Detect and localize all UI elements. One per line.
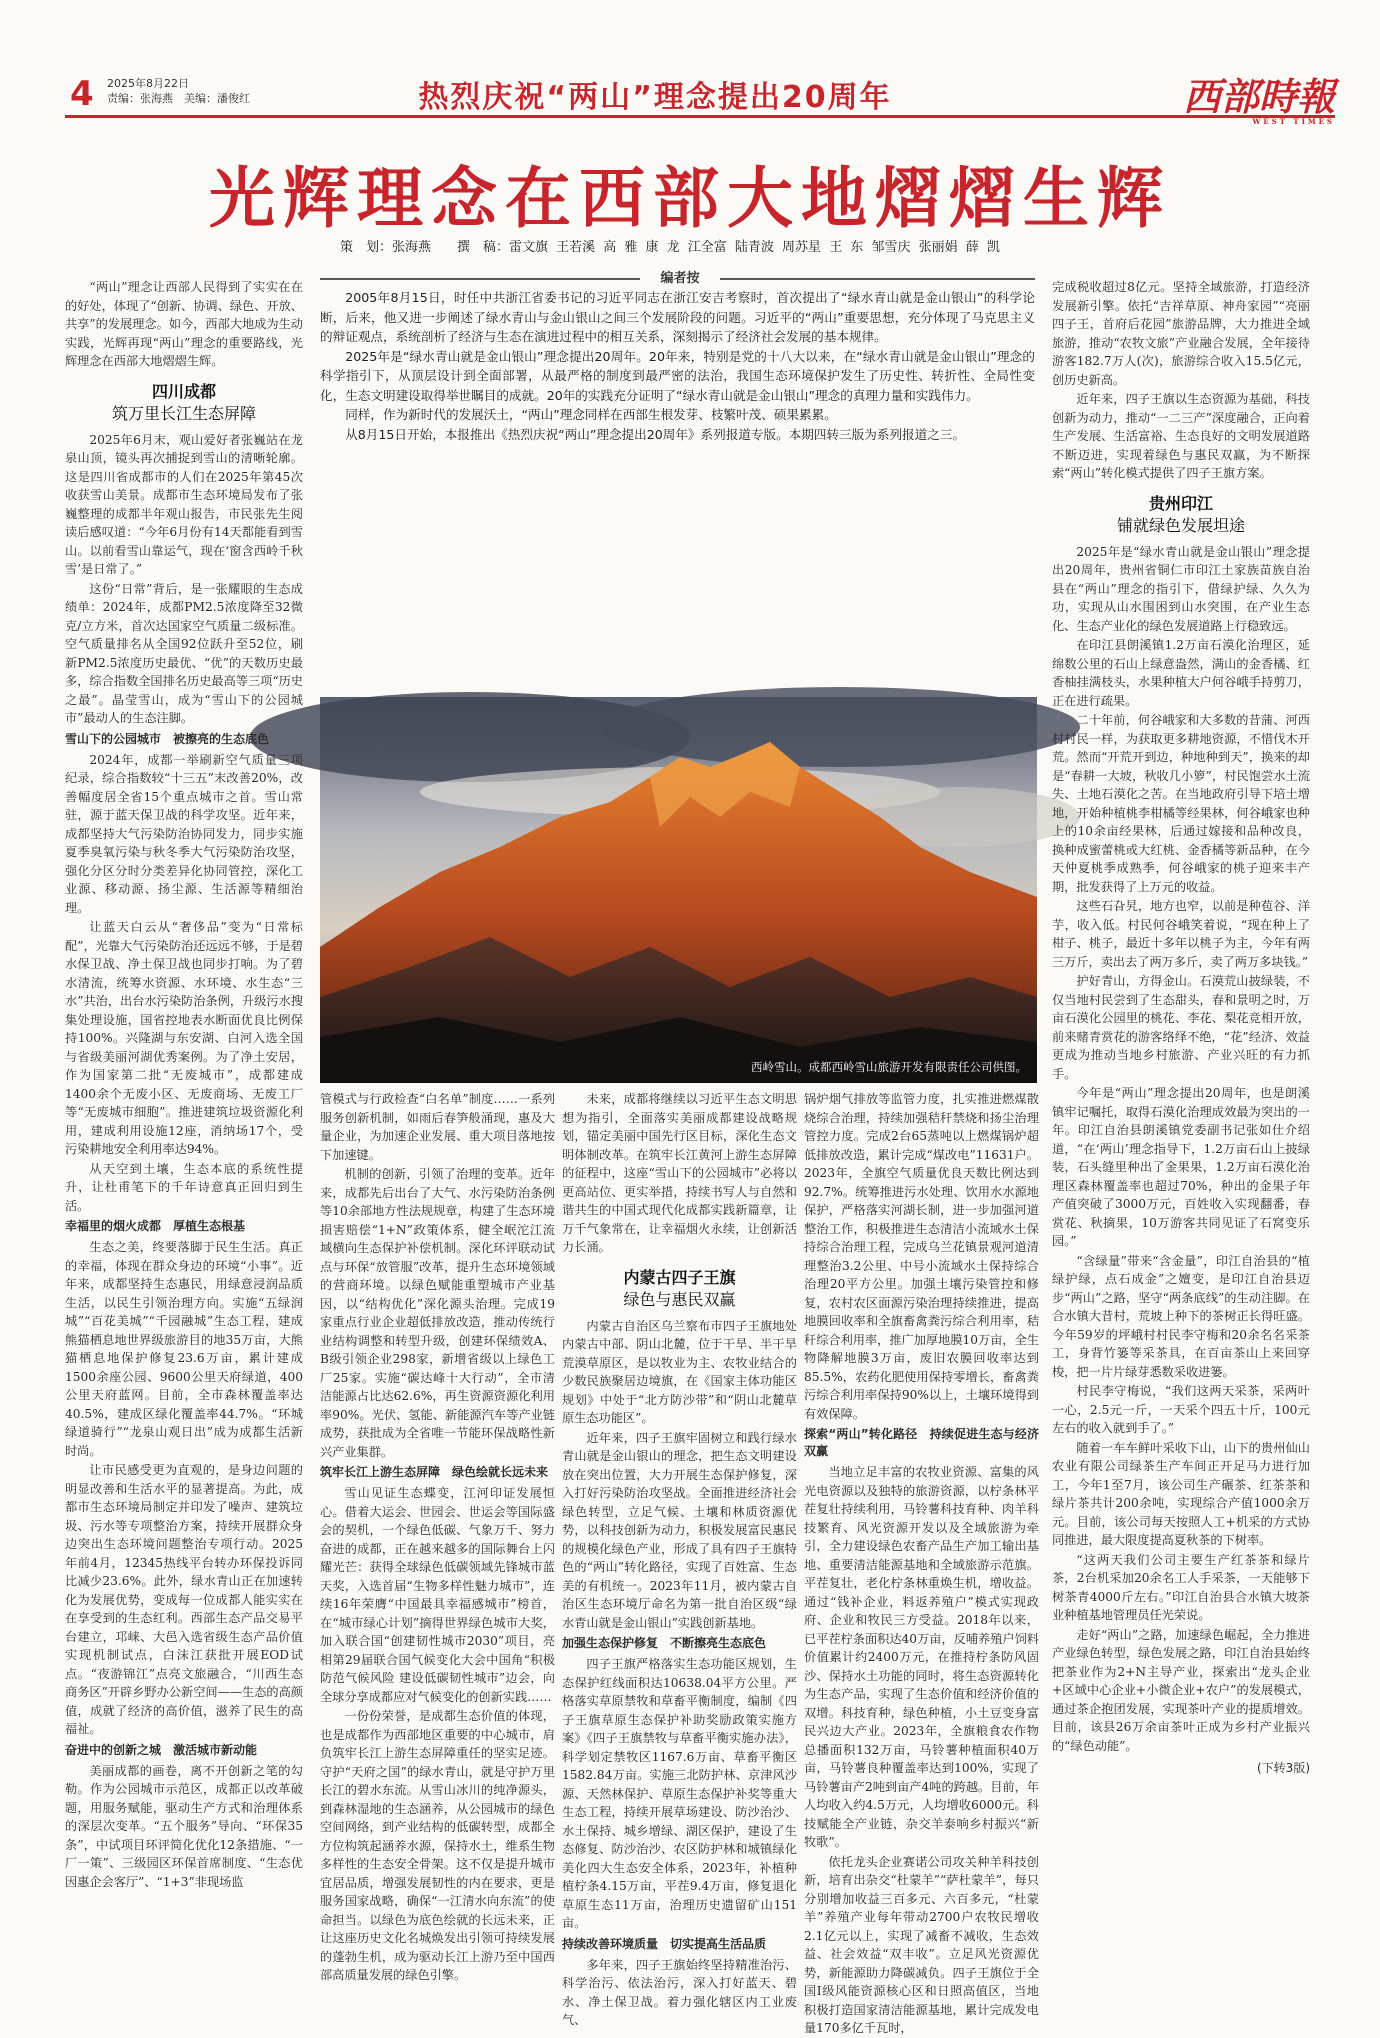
- paragraph: 走好“两山”之路，加速绿色崛起，全力推进产业绿色转型，绿色发展之路，印江自治县始终把茶业作为2+N主导产业，探索出“龙头企业+区域中心企业+小微企业+农户”的发展模式，通过茶企抱团发展，实现茶叶产业的提质增效。目前，该县26万余亩茶叶正成为乡村产业振兴的“绿色动能”。: [1052, 1627, 1310, 1753]
- paragraph: 当地立足丰富的农牧业资源、富集的风光电资源以及独特的旅游资源，以柠条林平茬复壮持续利用，马铃薯科技育种、肉羊科技繁育、风光资源开发以及全域旅游为牵引，全力建设绿色农畜产品生产加工输出基地、重要清洁能源基地和全域旅游示范旗。平茬复壮，老化柠条林重焕生机，增收益。通过“钱补企业，料返养殖户”模式实现政府、企业和牧民三方受益。2018年以来，已平茬柠条面积达40万亩，反哺养殖户饲料价值累计约2400万元，在推持柠条防风固沙、保持水土功能的同时，将生态资源转化为生态产品，实现了生态价值和经济价值的双增。科技育种，绿色种植，小土豆变身富民兴边大产业。2023年，全旗粮食农作物总播面积132万亩，马铃薯种植面积40万亩，马铃薯良种覆盖率达到100%，实现了马铃薯亩产2吨到亩产4吨的跨越。目前，年人均收入约4.5万元，人均增收6000元。科技赋能全产业链，杂交羊泰响乡村振兴“新牧歌”。: [804, 1465, 1039, 1849]
- issue-date: 2025年8月22日: [107, 77, 189, 90]
- editor-note-paragraph: 2005年8月15日，时任中共浙江省委书记的习近平同志在浙江安吉考察时，首次提出了“绿水青山就是金山银山”的科学论断，后来，他又进一步阐述了绿水青山与金山银山之间三个发展阶段的问题。习近平的“两山”重要思想，充分体现了马克思主义的辩证观点，系统剖析了经济与生态在演进过程中的相互关系，深刻揭示了经济社会发展的基本规律。: [320, 290, 1035, 344]
- section-subtitle: 铺就绿色发展坦途: [1116, 515, 1245, 535]
- section-title-siziwang: 内蒙古四子王旗 绿色与惠民双赢: [562, 1267, 797, 1311]
- paragraph: 2025年是“绿水青山就是金山银山”理念提出20周年，贵州省铜仁市印江土家族苗族自治县在“两山”理念的指引下，借绿护绿、久久为功，实现从山水围困到山水突围，在产业生态化、生态产业化的绿色发展道路上行稳致远。: [1052, 544, 1310, 633]
- paragraph: 依托龙头企业赛诺公司攻关种羊科技创新，培育出杂交“杜蒙羊”“萨杜蒙羊”，每只分别增加收益三百多元、六百多元，“杜蒙羊”养殖产业每年带动2700户农牧民增收2.1亿元以上，实现了减畜不减收，生态效益、社会效益“双丰收”。立足风光资源优势，新能源助力降碳减负。四子王旗位于全国Ⅰ级风能资源核心区和日照高值区，当地积极打造国家清洁能源基地，累计完成发电量170多亿千瓦时，: [804, 1854, 1039, 2035]
- paragraph: 管模式与行政检查“白名单”制度……一系列服务创新机制，如雨后春笋般涌现，惠及大量企业，为加速企业发展、重大项目落地按下加速键。: [320, 1092, 555, 1162]
- page-header: [65, 68, 1335, 126]
- newspaper-logo: 西部時報 WEST TIMES: [1165, 66, 1335, 126]
- continued-notice: (下转3版): [1257, 1761, 1310, 1775]
- paragraph: 这份“日常”背后，是一张耀眼的生态成绩单：2024年，成都PM2.5浓度降至32微克/立方米，首次达国家空气质量二级标准。空气质量排名从全国92位跃升至52位，刷新PM2.5浓度历史最优、“优”的天数历史最多，综合指数全国排名历史最高等三项“历史之最”。晶莹雪山，成为“雪山下的公园城市”最动人的生态注脚。: [65, 581, 303, 725]
- editor-credits: 责编：张海燕 美编：潘俊红: [107, 92, 250, 105]
- article-credits: 策 划：张海燕 撰 稿：雷文旗 王若溪 高 雅 康 龙 江全富 陆青波 周苏星 王 东 邹雪庆 张丽娟 薛 凯: [340, 240, 1000, 255]
- subheading: 幸福里的烟火成都 厚植生态根基: [65, 1219, 246, 1233]
- paragraph: 美丽成都的画卷，离不开创新之笔的勾勒。作为公园城市示范区，成都正以改革破题，用服务赋能，驱动生产方式和治理体系的深层次变革。“五个服务”导向、“环保35条”，中试项目环评简化优化12条措施、“一厂一策”、三级园区环保首席制度、“生态优因惠企会客厅”、“1+3”非现场监: [65, 1763, 303, 1889]
- subheading: 持续改善环境质量 切实提高生活品质: [562, 1936, 767, 1951]
- section-title-chengdu: 四川成都 筑万里长江生态屏障: [65, 381, 303, 425]
- paragraph: “含绿量”带来“含金量”，印江自治县的“植绿护绿，点石成金”之嬗变，是印江自治县迈步“两山”之路，坚守“两条底线”的生动注脚。在合水镇大昔村，荒坡上种下的茶树正长得旺盛。今年59岁的坪峨村村民李守梅和20余名名采茶工，身背竹篓等采茶具，在百亩茶山上来回穿梭，把一片片绿芽悉数采收进篓。: [1052, 1253, 1310, 1379]
- paragraph: 2024年，成都一举刷新空气质量三项纪录，综合指数较“十三五”末改善20%，改善幅度居全省15个重点城市之首。雪山常驻，源于蓝天保卫战的科学攻坚。近年来，成都坚持大气污染防治协同发力，同步实施夏季臭氧污染与秋冬季大气污染防治攻坚，强化分区分时分类差异化协同管控，深化工业源、移动源、扬尘源、生活源等精细治理。: [65, 752, 303, 915]
- editor-note: [320, 271, 1035, 680]
- paragraph: 生态之美，终要落脚于民生生活。真正的幸福，体现在群众身边的环境“小事”。近年来，成都坚持生态惠民，用绿意浸润品质生活，以民生引领治理方向。实施“五绿润城”“百花美城”“千园融城”生态工程，建成熊猫栖息地世界级旅游目的地35万亩，大熊猫栖息地保护修复23.6万亩，累计建成1500余座公园、9600公里天府绿道，400公里天府蓝网。目前，全市森林覆盖率达40.5%，建成区绿化覆盖率44.7%。“环城绿道骑行”“龙泉山观日出”成为成都生活新时尚。: [65, 1240, 303, 1458]
- newspaper-logo-en: WEST TIMES: [1252, 117, 1335, 126]
- subheading: 雪山下的公园城市 被擦亮的生态底色: [65, 731, 270, 746]
- paragraph: 未来，成都将继续以习近平生态文明思想为指引，全面落实美丽成都建设战略规划，锚定美丽中国先行区目标，深化生态文明体制改革。在筑牢长江黄河上游生态屏障的征程中，这座“雪山下的公园城市”必将以更高站位、更实举措，持续书写人与自然和谐共生的中国式现代化成都实践新篇章，让万千气象常在，让幸福烟火永续，让创新活力长涌。: [562, 1092, 797, 1254]
- section-subtitle: 筑万里长江生态屏障: [111, 403, 256, 423]
- column-2: [320, 1090, 555, 1982]
- subheading: 探索“两山”转化路径 持续促进生态与经济双赢: [804, 1427, 1039, 1458]
- paragraph: 村民李守梅说，“我们这两天采茶，采两叶一心，2.5元一斤，一天采个四五十斤，100元左右的收入就到手了。”: [1052, 1384, 1310, 1435]
- paragraph: 在印江县朗溪镇1.2万亩石漠化治理区，延绵数公里的石山上绿意盎然，满山的金香橘、红香柚挂满枝头，水果种植大户何谷峨手持剪刀，正在进行疏果。: [1052, 638, 1310, 708]
- section-subtitle: 绿色与惠民双赢: [623, 1289, 736, 1309]
- paragraph: 从天空到土壤，生态本底的系统性提升，让杜甫笔下的千年诗意真正回归到生活。: [65, 1161, 303, 1213]
- header-banner: 热烈庆祝“两山”理念提出20周年: [418, 80, 892, 115]
- photo-caption: 西岭雪山。成都西岭雪山旅游开发有限责任公司供图。: [751, 1060, 1027, 1074]
- page-title: 光辉理念在西部大地熠熠生辉: [209, 160, 1171, 237]
- subheading: 筑牢长江上游生态屏障 绿色绘就长远未来: [320, 1465, 549, 1479]
- column-5: [1052, 278, 1310, 1868]
- intro-paragraph: “两山”理念让西部人民得到了实实在在的好处，体现了“创新、协调、绿色、开放、共享”的发展理念。如今，西部大地成为生动实践，光辉再现“两山”理念的重要路线，光辉理念在西部大地熠熠生辉。: [65, 280, 303, 368]
- paragraph: 近年来，四子王旗牢固树立和践行绿水青山就是金山银山的理念，把生态文明建设放在突出位置，大力开展生态保护修复，深入打好污染防治攻坚战。全面推进经济社会绿色转型，立足气候、土壤和林质资源优势，以科技创新为动力，积极发展富民惠民的规模化绿色产业，形成了具有四子王旗特色的“两山”转化路径，实现了百姓富、生态美的有机统一。2023年11月，被内蒙古自治区生态环境厅命名为第一批自治区级“绿水青山就是金山银山”实践创新基地。: [562, 1430, 797, 1630]
- editor-note-paragraph: 2025年是“绿水青山就是金山银山”理念提出20周年。20年来，特别是党的十八大以来，在“绿水青山就是金山银山”理念的科学指引下，从顶层设计到全面部署，从最严格的制度到最严密的法治，我国生态环境保护发生了历史性、转折性、全局性变化，生态文明建设取得举世瞩目的成就。20年的实践充分证明了“绿水青山就是金山银山”理念的真理力量和实践伟力。: [320, 348, 1035, 403]
- paragraph: 今年是“两山”理念提出20周年，也是朗溪镇牢记嘱托，取得石漠化治理成效最为突出的一年。印江自治县朗溪镇党委副书记张如仕介绍道，“在‘两山’理念指导下，1.2万亩石山上披绿装，石头缝里种出了金果果，1.2万亩石漠化治理区森林覆盖率也超过70%，种出的金果子年产值突破了3000万元，百姓收入实现翻番，春赏花、秋摘果，10万游客共同见证了石窝变乐园。”: [1052, 1086, 1310, 1248]
- paragraph: 2025年6月末，观山爱好者张巍站在龙泉山顶，镜头再次捕捉到雪山的清晰轮廓。这是四川省成都市的人们在2025年第45次收获雪山美景。成都市生态环境局发布了张巍整理的成都半年观山报告，市民张先生阅读后感叹道：“今年6月份有14天都能看到雪山。以前看雪山靠运气，现在‘窗含西岭千秋雪’是日常了。”: [65, 432, 303, 576]
- subheading: 奋进中的创新之城 激活城市新动能: [65, 1742, 258, 1757]
- editor-note-paragraph: 同样，作为新时代的发展沃土，“两山”理念同样在西部生根发芽、枝繁叶茂、硕果累累。: [345, 407, 837, 422]
- paragraph: 让蓝天白云从“奢侈品”变为“日常标配”，光靠大气污染防治还远远不够，于是碧水保卫战、净土保卫战也同步打响。为了碧水清流，统筹水资源、水环境、水生态“三水”共治，出台水污染防治条例，升级污水搜集处理设施，国省控地表水断面优良比例保持100%。兴隆湖与东安湖、白河入选全国与省级美丽河湖优秀案例。为了净土安居，作为国家第二批“无废城市”，成都建成1400余个无废小区、无废商场、无废工厂等“无废城市细胞”。推进建筑垃圾资源化利用，建成利用设施12座，消纳场17个，受污染耕地安全利用率达94%。: [65, 920, 303, 1156]
- paragraph: “这两天我们公司主要生产红茶茶和绿片茶，2台机采加20余名工人手采茶，一天能够下树茶青4000斤左右。”印江自治县合水镇大坡茶业种植基地管理员任光荣说。: [1052, 1552, 1310, 1622]
- editor-note-tag: 编者按: [640, 267, 720, 286]
- paragraph: 这些石旮旯，地方也窄，以前是种苞谷、洋芋，收入低。村民何谷峨笑着说，“现在种上了柑子、桃子，最近十多年以桃子为主，今年有两三万斤，卖出去了两万多斤，卖了两万多块钱。”: [1052, 899, 1310, 969]
- page-number: 4: [70, 74, 94, 114]
- paragraph: 二十年前，何谷峨家和大多数的昔蒲、河西村村民一样，为获取更多耕地资源，不惜伐木开荒。然而“开荒开到边，种地种到天”，换来的却是“春耕一大坡，秋收几小箩”，村民饱尝水土流失、土地石漠化之苦。在当地政府引导下培土增地，开始种植桃李柑橘等经果林，何谷峨家也种上的10余亩经果林，后通过嫁接和品种改良，换种成蜜蕾桃或大红桃、金香橘等新品种，在今天仲夏桃季成熟季，何谷峨家的桃子迎来丰产期，批发获得了上万元的收益。: [1052, 713, 1310, 894]
- paragraph: 多年来，四子王旗始终坚持精准治污、科学治污、依法治污，深入打好蓝天、碧水、净土保卫战。着力强化辖区内工业废气、: [562, 1957, 797, 2027]
- paragraph: 护好青山，方得金山。石漠荒山披绿装，不仅当地村民尝到了生态甜头，春和景明之时，万亩石漠化公园里的桃花、李花、梨花竞相开放，前来赌青赏花的游客络绎不绝，“花”经济、效益更成为推动当地乡村旅游、产业兴旺的有力抓手。: [1052, 974, 1310, 1081]
- paragraph: 一份份荣誉，是成都生态价值的体现，也是成都作为西部地区重要的中心城市，肩负筑牢长江上游生态屏障重任的坚实足迹。守护“天府之国”的绿水青山，就是守护万里长江的碧水东流。从雪山冰川的纯净源头，到森林湿地的生态涵养，从公园城市的绿色空间网络，到产业结构的低碳转型，成都全方位构筑起涵养水源，保持水土，维系生物多样性的生态安全骨架。这不仅是提升城市宜居品质，增强发展韧性的内在要求，更是服务国家战略，确保“一江清水向东流”的使命担当。以绿色为底色绘就的长远未来，正让这座历史文化名城焕发出引领可持续发展的蓬勃生机，成为驱动长江上游乃至中国西部高质量发展的绿色引擎。: [320, 1709, 555, 1982]
- mountain-illustration: [320, 697, 1037, 1083]
- paragraph: 雪山见证生态蝶变，江河印证发展恒心。借着大运会、世园会、世运会等国际盛会的契机，一个绿色低碳、气象万千、努力奋进的成都，正在越来越多的国际舞台上闪耀光芒：获得全球绿色低碳领域先锋城市蓝天奖，入选首届“生物多样性魅力城市”，连续16年荣膺“中国最具幸福感城市”榜首，在“城市绿心计划”摘得世界绿色城市大奖，加入联合国“创建韧性城市2030”项目，亮相第29届联合国气候变化大会中国角“积极防范气候风险 建设低碳韧性城市”边会，向全球分享成都应对气候变化的创新实践……: [320, 1486, 555, 1704]
- mountain-photo: [320, 697, 1037, 1083]
- paragraph: 内蒙古自治区乌兰察布市四子王旗地处内蒙古中部、阴山北麓，位于干旱、半干旱荒漠草原区，是以牧业为主、农牧业结合的少数民族聚居边境旗，在《国家主体功能区规划》中处于“北方防沙带”和“阴山北麓草原生态功能区”。: [562, 1318, 797, 1425]
- paragraph: 让市民感受更为直观的，是身边问题的明显改善和生活水平的显著提高。为此，成都市生态环境局制定并印发了噪声、建筑垃圾、污水等专项整治方案，持续开展群众身边突出生态环境问题整治专项行动。2025年前4月，12345热线平台转办环保投诉同比减少23.6%。此外，绿水青山正在加速转化为发展优势，变成每一位成都人能实实在在享受到的生态红利。西部生态产品交易平台建立，邛崃、大邑入选省级生态产品价值实现机制试点，白沫江获批开展EOD试点。“夜游锦江”点亮文旅融合，“川西生态商务区”开辟乡野办公新空间——生态的高颜值，成就了经济的高价值，滋养了民生的高福祉。: [65, 1463, 303, 1736]
- column-1: [65, 278, 303, 1889]
- column-4: [804, 1090, 1039, 2035]
- paragraph: 四子王旗严格落实生态功能区规划，生态保护红线面积达10638.04平方公里。严格落实草原禁牧和草畜平衡制度，编制《四子王旗草原生态保护补助奖励政策实施方案》《四子王旗禁牧与草畜平衡实施办法》，科学划定禁牧区1167.6万亩、草畜平衡区1582.84万亩。实施三北防护林、京津风沙源、天然林保护、草原生态保护补奖等重大生态工程，持续开展草场建设、防沙治沙、水土保持、城乡增绿、湖区保护，建设了生态修复、防沙治沙、农区防护林和城镇绿化美化四大生态安全体系，2023年，补植种植柠条4.15万亩，平茬9.4万亩，修复退化草原生态11万亩，治理历史遗留矿山151亩。: [562, 1657, 797, 1930]
- paragraph: 锅炉烟气排放等监管力度，扎实推进燃煤散烧综合治理，持续加强秸秆禁烧和扬尘治理管控力度。完成2台65蒸吨以上燃煤锅炉超低排放改造，累计完成“煤改电”11631户。2023年，全旗空气质量优良天数比例达到92.7%。统筹推进污水处理、饮用水水源地保护，严格落实河湖长制，进一步加强河道整治工作，积极推进生态清洁小流域水土保持综合治理工程，完成乌兰花镇景观河道清理整治3.2公里、中号小流域水土保持综合治理20平方公里。加强土壤污染管控和修复，农村农区面源污染治理持续推进，提高地膜回收率和全旗畜禽粪污综合利用率，秸秆综合利用率，推广加厚地膜10万亩，全生物降解地膜3万亩，废旧农膜回收率达到85.5%，农药化肥使用保持零增长，畜禽粪污综合利用率保持90%以上，土壤环境得到有效保障。: [804, 1092, 1039, 1421]
- page-meta: [107, 76, 250, 106]
- paragraph: 随着一车车鲜叶采收下山，山下的贵州仙山农业有限公司绿茶生产车间正开足马力进行加工，今年1至7月，该公司生产碾茶、红茶茶和绿片茶共计200余吨，实现综合产值1000余万元。目前，该公司每天按照人工+机采的方式协同推进，最大限度提高夏秋茶的下树率。: [1052, 1440, 1310, 1547]
- paragraph: 近年来，四子王旗以生态资源为基础，科技创新为动力，推动“一二三产”深度融合，正向着生产发展、生活富裕、生态良好的文明发展道路不断迈进，实现着绿色与惠民双赢，为不断探索“两山”转化模式提供了四子王旗方案。: [1052, 392, 1310, 480]
- paragraph: 完成税收超过8亿元。坚持全域旅游，打造经济发展新引擎。依托“吉祥草原、神舟家园”“亮丽四子王，首府后花园”旅游品牌，大力推进全域旅游，推动“农牧文旅”产业融合发展，全年接待游客182.7万人(次)，旅游综合收入15.5亿元，创历史新高。: [1052, 280, 1310, 387]
- section-title-yinjiang: 贵州印江 铺就绿色发展坦途: [1052, 493, 1310, 537]
- subheading: 加强生态保护修复 不断擦亮生态底色: [562, 1636, 767, 1650]
- editor-note-paragraph: 从8月15日开始，本报推出《热烈庆祝“两山”理念提出20周年》系列报道专版。本期四转三版为系列报道之三。: [345, 426, 966, 442]
- paragraph: 机制的创新，引领了治理的变革。近年来，成都先后出台了大气、水污染防治条例等10余部地方性法规规章，构建了生态环境损害赔偿“1+N”政策体系，健全岷沱江流域横向生态保护补偿机制。深化环评联动试点与环保“放管服”改革，提升生态环境领域的营商环境。以绿色赋能重塑城市产业基因，以“结构优化”深化源头治理。完成19家重点行业企业超低排放改造，推动传统行业结构调整和转型升级，创建环保绩效A、B级引领企业298家，新增省级以上绿色工厂25家。实施“碳达峰十大行动”，全市清洁能源占比达62.6%，再生资源资源化利用率90%。光伏、氢能、新能源汽车等产业链成势，获批成为全省唯一节能环保战略性新兴产业集群。: [320, 1167, 555, 1459]
- column-3: [562, 1090, 797, 2027]
